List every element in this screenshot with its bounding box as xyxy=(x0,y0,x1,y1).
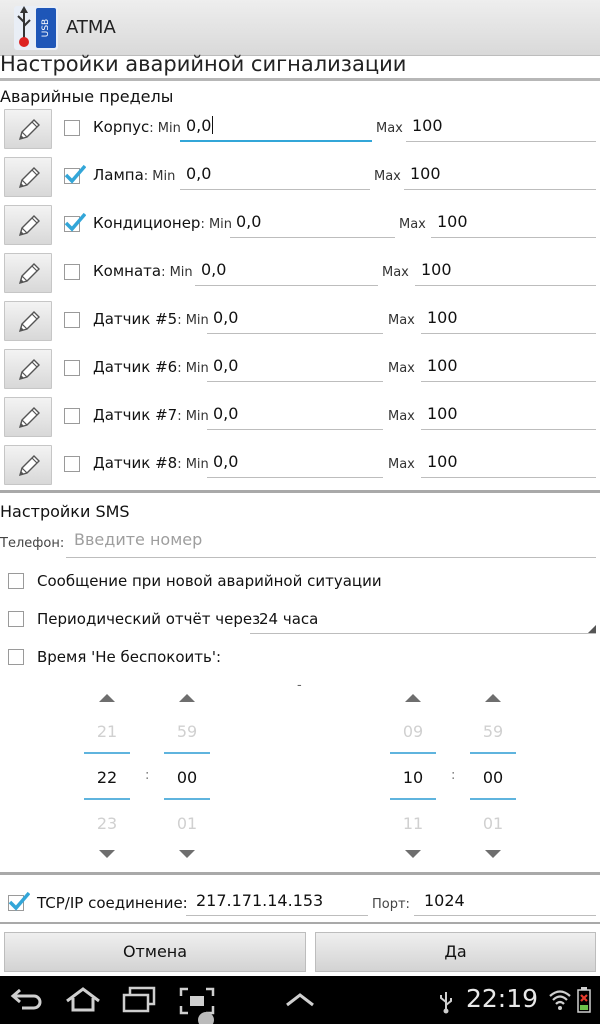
battery-icon xyxy=(576,986,592,1014)
picker-next-value: 01 xyxy=(176,814,198,833)
sensor-label xyxy=(93,454,209,472)
max-value: 100 xyxy=(421,260,452,279)
from-minute-value[interactable]: 00 xyxy=(176,768,198,787)
sensor-enable-checkbox[interactable] xyxy=(64,360,80,376)
decrement-arrow-icon[interactable] xyxy=(99,850,115,858)
sensor-enable-checkbox[interactable] xyxy=(64,216,80,232)
port-label: Порт: xyxy=(372,897,410,912)
min-value: 0,0 xyxy=(213,356,239,375)
decrement-arrow-icon[interactable] xyxy=(485,850,501,858)
home-icon[interactable] xyxy=(64,986,102,1014)
decrement-arrow-icon[interactable] xyxy=(405,850,421,858)
to-hour-value[interactable]: 10 xyxy=(402,768,424,787)
usb-icon xyxy=(438,990,454,1014)
sensor-enable-checkbox[interactable] xyxy=(64,312,80,328)
limit-row xyxy=(0,250,600,298)
clock: 22:19 xyxy=(466,984,539,1013)
time-colon: : xyxy=(451,768,456,783)
edit-sensor-button[interactable] xyxy=(4,109,52,149)
min-value-input[interactable] xyxy=(207,404,383,430)
recent-apps-icon[interactable] xyxy=(120,986,158,1014)
min-value-input[interactable] xyxy=(207,308,383,334)
action-bar xyxy=(0,0,600,56)
min-label: : Min xyxy=(177,361,209,376)
from-hour-value[interactable]: 22 xyxy=(96,768,118,787)
max-value-input[interactable] xyxy=(404,164,596,190)
text-cursor xyxy=(212,116,213,134)
dropdown-corner-icon xyxy=(588,625,596,633)
system-navigation-bar xyxy=(0,976,600,1024)
limits-section-title: Аварийные пределы xyxy=(0,87,174,106)
sensor-name: Датчик #7 xyxy=(93,406,178,424)
edit-sensor-button[interactable] xyxy=(4,397,52,437)
min-value: 0,0 xyxy=(186,116,212,135)
increment-arrow-icon[interactable] xyxy=(99,694,115,702)
cancel-button[interactable]: Отмена xyxy=(4,932,306,972)
edit-sensor-button[interactable] xyxy=(4,157,52,197)
picker-next-value: 23 xyxy=(96,814,118,833)
wifi-icon xyxy=(548,988,572,1012)
limit-row xyxy=(0,106,600,154)
sensor-name: Датчик #6 xyxy=(93,358,178,376)
max-label: Max xyxy=(388,361,415,376)
max-value-input[interactable] xyxy=(421,404,596,430)
do-not-disturb-checkbox[interactable] xyxy=(8,649,24,665)
buttons-divider xyxy=(0,922,600,924)
max-value: 100 xyxy=(427,404,458,423)
sensor-name: Кондиционер xyxy=(93,214,201,232)
new-alarm-checkbox[interactable] xyxy=(8,573,24,589)
picker-prev-value: 59 xyxy=(482,722,504,741)
to-hour-picker[interactable] xyxy=(388,684,438,864)
min-value: 0,0 xyxy=(201,260,227,279)
min-label: : Min xyxy=(177,457,209,472)
usb-app-icon[interactable] xyxy=(12,4,60,52)
min-label: : Min xyxy=(200,217,233,232)
max-value: 100 xyxy=(437,212,468,231)
picker-prev-value: 21 xyxy=(96,722,118,741)
title-divider xyxy=(0,78,600,81)
max-label: Max xyxy=(388,313,415,328)
max-value: 100 xyxy=(427,356,458,375)
picker-line xyxy=(470,752,516,754)
max-label: Max xyxy=(399,217,426,232)
increment-arrow-icon[interactable] xyxy=(179,694,195,702)
max-value-input[interactable] xyxy=(415,260,596,286)
phone-input[interactable]: Введите номер xyxy=(66,530,596,558)
picker-line xyxy=(390,798,436,800)
time-range-separator: - xyxy=(297,678,302,693)
edit-sensor-button[interactable] xyxy=(4,301,52,341)
picker-line xyxy=(390,752,436,754)
max-value-input[interactable] xyxy=(406,116,596,142)
min-value: 0,0 xyxy=(186,164,212,183)
increment-arrow-icon[interactable] xyxy=(405,694,421,702)
min-value-input[interactable] xyxy=(180,164,370,190)
periodic-report-checkbox[interactable] xyxy=(8,611,24,627)
limit-row xyxy=(0,442,600,490)
phone-label: Телефон: xyxy=(0,536,65,551)
min-value: 0,0 xyxy=(236,212,262,231)
chevron-up-icon[interactable] xyxy=(284,992,316,1008)
sensor-name: Датчик #5 xyxy=(93,310,178,328)
limit-row xyxy=(0,154,600,202)
screenshot-icon[interactable] xyxy=(178,986,216,1024)
picker-line xyxy=(164,752,210,754)
min-value: 0,0 xyxy=(213,404,239,423)
max-label: Max xyxy=(382,265,409,280)
picker-prev-value: 59 xyxy=(176,722,198,741)
max-value: 100 xyxy=(427,452,458,471)
min-label: : Min xyxy=(161,265,193,280)
max-label: Max xyxy=(374,169,401,184)
svg-text:USB: USB xyxy=(41,18,51,38)
from-hour-picker[interactable] xyxy=(82,684,132,864)
edit-sensor-button[interactable] xyxy=(4,445,52,485)
min-value-input[interactable] xyxy=(230,212,395,238)
periodic-interval-select[interactable] xyxy=(250,606,596,634)
section-divider xyxy=(0,872,600,875)
port-input[interactable]: 1024 xyxy=(414,888,596,916)
picker-next-value: 01 xyxy=(482,814,504,833)
sensor-label xyxy=(93,406,209,424)
max-value: 100 xyxy=(412,116,443,135)
picker-next-value: 11 xyxy=(402,814,424,833)
min-value-input[interactable] xyxy=(180,116,372,142)
min-value-input[interactable] xyxy=(207,356,383,382)
max-value: 100 xyxy=(427,308,458,327)
sensor-enable-checkbox[interactable] xyxy=(64,168,80,184)
periodic-report-label: Периодический отчёт через xyxy=(37,610,261,628)
picker-line xyxy=(470,798,516,800)
picker-line xyxy=(84,798,130,800)
min-label: : Min xyxy=(177,313,209,328)
sensor-enable-checkbox[interactable] xyxy=(64,408,80,424)
min-label: : Min xyxy=(149,121,181,136)
tcp-label: TCP/IP соединение: xyxy=(37,894,188,912)
limit-row xyxy=(0,394,600,442)
max-value: 100 xyxy=(410,164,441,183)
from-minute-picker[interactable] xyxy=(162,684,212,864)
sensor-name: Датчик #8 xyxy=(93,454,178,472)
min-value: 0,0 xyxy=(213,452,239,471)
sensor-enable-checkbox[interactable] xyxy=(64,264,80,280)
min-value-input[interactable] xyxy=(207,452,383,478)
picker-line xyxy=(84,752,130,754)
sensor-name: Лампа xyxy=(93,166,144,184)
sensor-label xyxy=(93,166,175,184)
sensor-label xyxy=(93,358,209,376)
to-minute-value[interactable]: 00 xyxy=(482,768,504,787)
back-icon[interactable] xyxy=(10,986,44,1014)
section-divider xyxy=(0,490,600,493)
periodic-interval-value: 24 часа xyxy=(259,610,319,628)
sensor-label xyxy=(93,118,181,136)
max-value-input[interactable] xyxy=(421,308,596,334)
do-not-disturb-label: Время 'Не беспокоить': xyxy=(37,648,221,666)
max-value-input[interactable] xyxy=(421,452,596,478)
limit-row xyxy=(0,346,600,394)
sensor-enable-checkbox[interactable] xyxy=(64,120,80,136)
limit-row xyxy=(0,298,600,346)
sensor-name: Корпус xyxy=(93,118,150,136)
ok-button[interactable]: Да xyxy=(315,932,596,972)
to-minute-picker[interactable] xyxy=(468,684,518,864)
picker-prev-value: 09 xyxy=(402,722,424,741)
min-value: 0,0 xyxy=(213,308,239,327)
min-label: : Min xyxy=(177,409,209,424)
sms-section-title: Настройки SMS xyxy=(0,502,130,521)
max-label: Max xyxy=(376,121,403,136)
max-value-input[interactable] xyxy=(421,356,596,382)
max-label: Max xyxy=(388,409,415,424)
max-label: Max xyxy=(388,457,415,472)
sensor-label xyxy=(93,310,209,328)
tcp-ip-input[interactable]: 217.171.14.153 xyxy=(186,888,368,916)
sensor-label xyxy=(93,262,193,280)
min-label: : Min xyxy=(143,169,176,184)
time-colon: : xyxy=(145,768,150,783)
limit-row xyxy=(0,202,600,250)
edit-sensor-button[interactable] xyxy=(4,349,52,389)
new-alarm-label: Сообщение при новой аварийной ситуации xyxy=(37,572,382,590)
decrement-arrow-icon[interactable] xyxy=(179,850,195,858)
tcp-checkbox[interactable] xyxy=(8,895,24,911)
max-value-input[interactable] xyxy=(431,212,596,238)
edit-sensor-button[interactable] xyxy=(4,253,52,293)
sensor-name: Комната xyxy=(93,262,162,280)
sensor-enable-checkbox[interactable] xyxy=(64,456,80,472)
increment-arrow-icon[interactable] xyxy=(485,694,501,702)
sensor-label xyxy=(93,214,232,232)
dialog-title: Настройки аварийной сигнализации xyxy=(0,52,407,76)
app-title: ATMA xyxy=(66,17,116,38)
picker-line xyxy=(164,798,210,800)
edit-sensor-button[interactable] xyxy=(4,205,52,245)
min-value-input[interactable] xyxy=(195,260,378,286)
